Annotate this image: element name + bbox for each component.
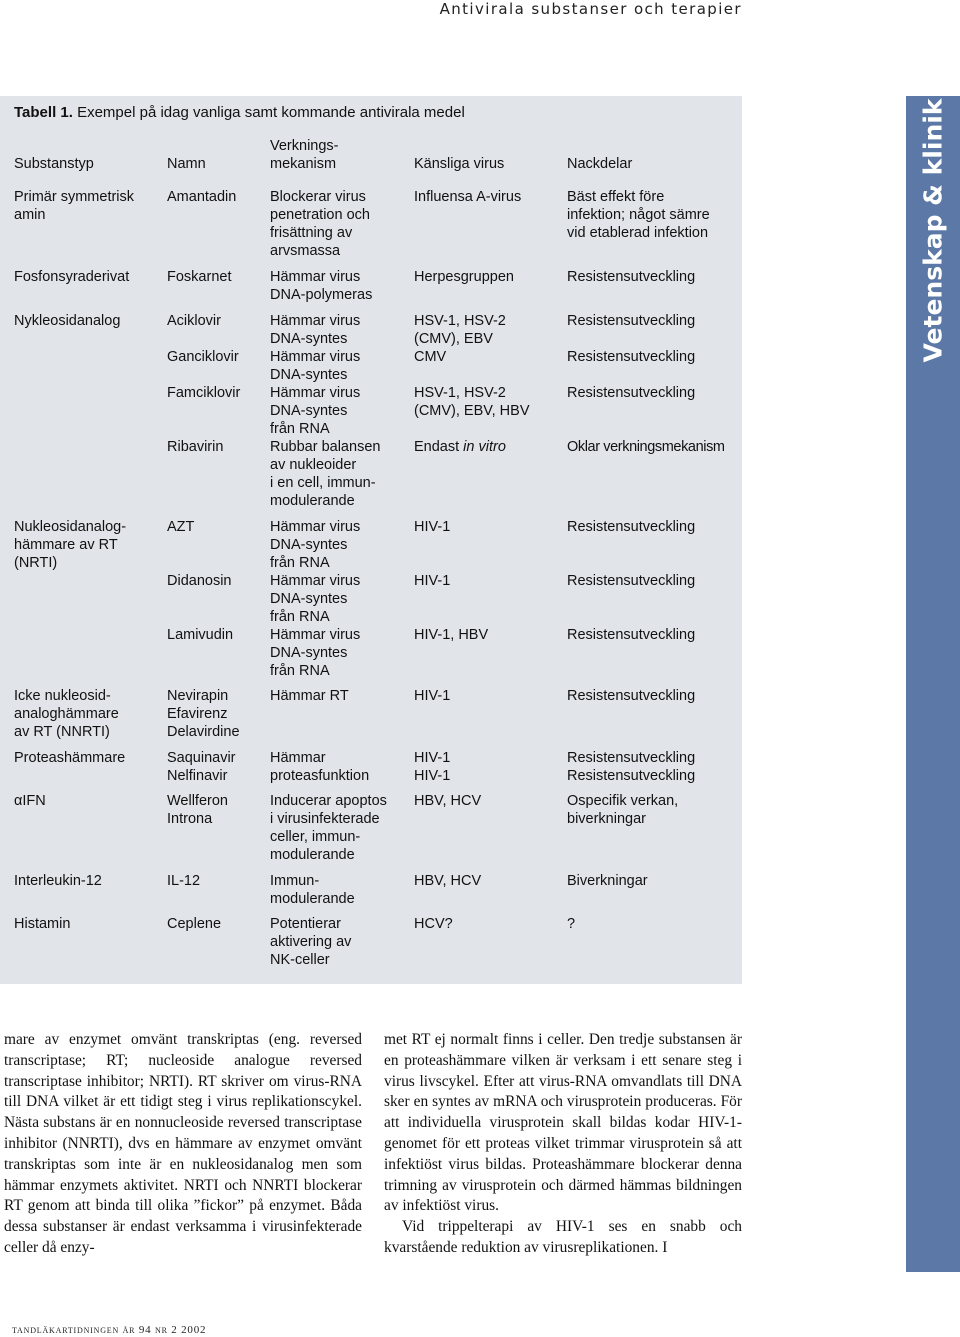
cell-nackdelar: Resistensutveckling [567,688,696,704]
cell-mekanism: Inducerar apoptos i virusinfekterade celler, immun- modulerande [270,793,387,863]
header-nackdelar: Nackdelar [567,156,633,172]
body-column-1 [4,1030,362,1259]
cell-namn: Foskarnet [167,269,232,285]
cell-nackdelar: Resistensutveckling [567,385,696,401]
cell-mekanism: Hämmar virus DNA-syntes [270,313,361,347]
paragraph: met RT ej normalt finns i celler. Den tredje substansen är en proteashämmare vilken är verksam i ett senare steg i virus livscykel. Efter att virus-RNA omvandlats till DNA sker en syntes av mRNA och virusprotein produceras. För att individuella virusprotein skall bildas kodar HIV-1-genomet för ett proteas vilket trimmar virusprotein så att infektiöst virus bildas. Proteashämmare blockerar denna trimning av virusprotein och därmed hämmas bildningen av infektiöst virus. [384,1031,742,1215]
cell-kansliga-virus: Influensa A-virus [414,189,522,205]
cell-substanstyp: Fosfonsyraderivat [14,269,130,285]
section-label: Vetenskap & klinik [918,98,948,363]
cell-namn: AZT [167,519,195,535]
table-number: Tabell 1. [14,104,73,121]
footer-text: läkartidningen år 94 nr 2 2002 [36,1324,207,1336]
cell-namn: Ganciklovir [167,349,239,365]
italic-term: in vitro [463,439,506,455]
header-substanstyp: Substanstyp [14,156,94,172]
cell-kansliga-virus: HIV-1 [414,519,451,535]
table-title [14,104,465,121]
section-sidebar [906,96,960,1272]
cell-mekanism: Hämmar proteasfunktion [270,750,370,784]
cell-mekanism: Hämmar virus DNA-syntes från RNA [270,573,361,625]
cell-nackdelar: Resistensutveckling Resistensutveckling [567,750,696,784]
cell-mekanism: Hämmar virus DNA-syntes från RNA [270,385,361,437]
cell-substanstyp: Primär symmetrisk amin [14,189,135,223]
body-column-2 [384,1030,742,1259]
cell-namn: Saquinavir Nelfinavir [167,750,236,784]
paragraph: mare av enzymet omvänt transkriptas (eng. reversed transcriptase; RT; nucleoside analogue reversed transcriptase inhibitor; NRTI). RT skriver om virus-RNA till DNA vilket är ett tidigt steg i virus replikationscykel. Nästa substans är en nonnucleoside reversed transcriptase inhibitor (NNRTI), dvs en hämmare av enzymet omvänt transkriptas som inte är en nukleosidanalog men som hämmar enzymets aktivitet. NRTI och NNRTI blockerar RT genom att binda till olika ”fickor” på enzymet. Båda dessa substanser är endast verksamma i virusinfekterade celler då enzy- [4,1031,362,1256]
cell-kansliga-virus: Herpesgruppen [414,269,514,285]
footer-prefix: tand [12,1324,37,1336]
cell-kansliga-virus: HSV-1, HSV-2 (CMV), EBV [414,313,506,347]
cell-kansliga-virus: HIV-1 HIV-1 [414,750,451,784]
cell-namn: Ceplene [167,916,222,932]
cell-mekanism: Rubbar balansen av nukleoider i en cell, immun- modulerande [270,439,381,509]
cell-substanstyp: αIFN [14,793,46,809]
cell-mekanism: Immun- modulerande [270,873,355,907]
cell-nackdelar: Bäst effekt före infektion; något sämre vid etablerad infektion [567,189,710,241]
cell-kansliga-virus: Endast in vitro [414,439,506,455]
cell-substanstyp: Nykleosidanalog [14,313,121,329]
cell-mekanism: Hämmar virus DNA-polymeras [270,269,373,303]
cell-mekanism: Hämmar virus DNA-syntes från RNA [270,519,361,571]
cell-nackdelar: Oklar verkningsmekanism [567,439,725,455]
cell-kansliga-virus: HIV-1, HBV [414,627,489,643]
cell-mekanism: Hämmar virus DNA-syntes [270,349,361,383]
cell-kansliga-virus: HSV-1, HSV-2 (CMV), EBV, HBV [414,385,530,419]
cell-kansliga-virus: HBV, HCV [414,793,482,809]
cell-nackdelar: Resistensutveckling [567,269,696,285]
antiviral-table [0,96,742,984]
header-namn: Namn [167,156,206,172]
cell-namn: Famciklovir [167,385,241,401]
cell-namn: Ribavirin [167,439,224,455]
cell-mekanism: Potentierar aktivering av NK-celler [270,916,352,968]
cell-kansliga-virus: HBV, HCV [414,873,482,889]
table-caption: Exempel på idag vanliga samt kommande antivirala medel [72,104,465,121]
cell-substanstyp: Interleukin-12 [14,873,102,889]
cell-nackdelar: Biverkningar [567,873,648,889]
cell-kansliga-virus: HIV-1 [414,688,451,704]
cell-substanstyp: Icke nukleosid- analoghämmare av RT (NNRTI) [14,688,119,740]
cell-namn: Aciklovir [167,313,221,329]
cell-mekanism: Blockerar virus penetration och frisättning av arvsmassa [270,189,370,259]
cell-nackdelar: Resistensutveckling [567,313,696,329]
cell-nackdelar: ? [567,916,576,932]
cell-substanstyp: Proteashämmare [14,750,126,766]
header-kansliga-virus: Känsliga virus [414,156,505,172]
cell-nackdelar: Resistensutveckling [567,519,696,535]
cell-namn: Nevirapin Efavirenz Delavirdine [167,688,240,740]
cell-nackdelar: Ospecifik verkan, biverkningar [567,793,679,827]
cell-kansliga-virus: CMV [414,349,447,365]
cell-namn: Amantadin [167,189,237,205]
cell-kansliga-virus: HIV-1 [414,573,451,589]
cell-namn: Didanosin [167,573,232,589]
cell-nackdelar: Resistensutveckling [567,573,696,589]
journal-footer [12,1324,206,1336]
cell-mekanism: Hämmar virus DNA-syntes från RNA [270,627,361,679]
header-mekanism: Verknings- mekanism [270,138,339,172]
cell-namn: Wellferon Introna [167,793,228,827]
cell-nackdelar: Resistensutveckling [567,349,696,365]
cell-substanstyp: Histamin [14,916,71,932]
paragraph: Vid trippelterapi av HIV-1 ses en snabb och kvarstående reduktion av virusreplikationen. I [384,1218,742,1256]
cell-namn: IL-12 [167,873,201,889]
cell-kansliga-virus: HCV? [414,916,453,932]
cell-namn: Lamivudin [167,627,234,643]
running-header: Antivirala substanser och terapier [439,0,742,18]
cell-nackdelar: Resistensutveckling [567,627,696,643]
cell-substanstyp: Nukleosidanalog- hämmare av RT (NRTI) [14,519,127,571]
cell-mekanism: Hämmar RT [270,688,349,704]
